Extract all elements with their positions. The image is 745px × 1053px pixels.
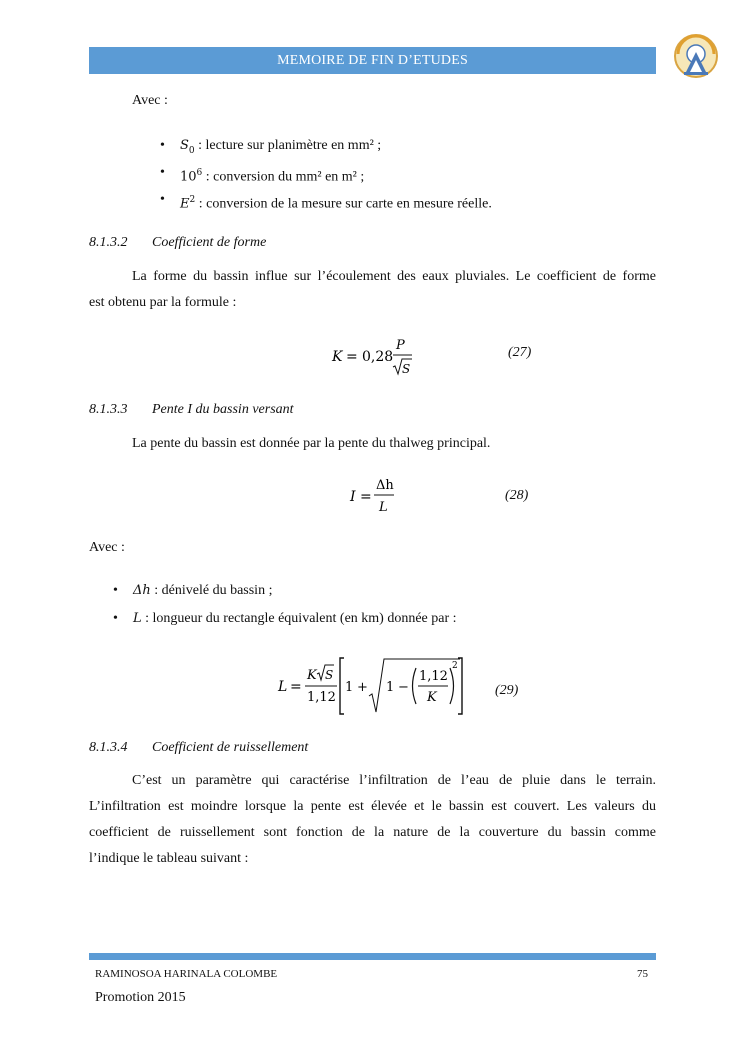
equation-number: (29) <box>495 683 519 698</box>
section-heading: 8.1.3.2 Coefficient de forme <box>89 235 267 250</box>
bullet-icon: • <box>160 192 165 207</box>
svg-text:K: K <box>332 349 343 365</box>
svg-text:1,12: 1,12 <box>307 690 336 705</box>
list-item: • L : longueur du rectangle équivalent (en km) donnée par : <box>113 606 653 632</box>
equation-number: (27) <box>508 345 532 360</box>
svg-text:=: = <box>360 489 372 505</box>
list-item: • Δh : dénivelé du bassin ; <box>113 578 653 604</box>
avec-label: Avec : <box>132 93 168 108</box>
bullet-icon: • <box>160 165 165 180</box>
page-number: 75 <box>637 968 648 980</box>
equation-29 <box>270 652 480 722</box>
equation-27 <box>320 335 430 379</box>
svg-text:K: K <box>307 668 317 683</box>
paragraph: La pente du bassin est donnée par la pente du thalweg principal. <box>132 436 491 451</box>
avec-label: Avec : <box>89 540 125 555</box>
footer-promotion: Promotion 2015 <box>95 990 186 1005</box>
svg-text:1: 1 <box>345 680 354 695</box>
svg-text:1: 1 <box>386 680 395 695</box>
svg-text:1,12: 1,12 <box>419 669 448 684</box>
svg-text:L: L <box>379 500 388 515</box>
list-item: • $S_0$ : lecture sur planimètre en mm² ; <box>160 133 640 159</box>
bullet-icon: • <box>113 583 118 598</box>
svg-text:P: P <box>396 338 405 353</box>
bullet-icon: • <box>160 138 165 153</box>
equation-28 <box>340 475 410 517</box>
svg-text:I: I <box>350 489 356 505</box>
section-heading: 8.1.3.3 Pente I du bassin versant <box>89 402 294 417</box>
header-banner: MEMOIRE DE FIN D’ETUDES <box>89 47 656 74</box>
svg-text:0,28: 0,28 <box>362 349 394 365</box>
svg-text:Δh: Δh <box>376 478 394 493</box>
footer-author: RAMINOSOA HARINALA COLOMBE <box>95 968 278 980</box>
equation-number: (28) <box>505 488 529 503</box>
paragraph: C’est un paramètre qui caractérise l’infiltration de l’eau de pluie dans le terrain. L’infiltration est moindre lorsque la pente est élevée et le bassin est couvert. Les valeurs du coefficient de ruissellement sont fonction de la nature de la couverture du bassin comme l’indique le tableau suivant : <box>89 773 656 866</box>
paragraph: La forme du bassin influe sur l’écoulement des eaux pluviales. Le coefficient de forme est obtenu par la formule : <box>89 269 656 310</box>
svg-text:=: = <box>346 349 358 365</box>
svg-text:L: L <box>278 679 288 695</box>
svg-text:S: S <box>402 362 411 376</box>
footer-bar <box>89 953 656 960</box>
bullet-icon: • <box>113 611 118 626</box>
list-item: • $10^6$ : conversion du mm² en m² ; <box>160 160 640 186</box>
svg-text:K: K <box>427 690 437 705</box>
svg-text:=: = <box>290 679 302 695</box>
section-heading: 8.1.3.4 Coefficient de ruissellement <box>89 740 309 755</box>
school-logo <box>672 32 720 80</box>
svg-text:2: 2 <box>452 661 458 671</box>
svg-text:−: − <box>398 680 409 695</box>
svg-text:+: + <box>357 680 368 695</box>
list-item: • $E^2$ : conversion de la mesure sur carte en mesure réelle. <box>160 187 640 213</box>
svg-text:S: S <box>325 668 334 682</box>
